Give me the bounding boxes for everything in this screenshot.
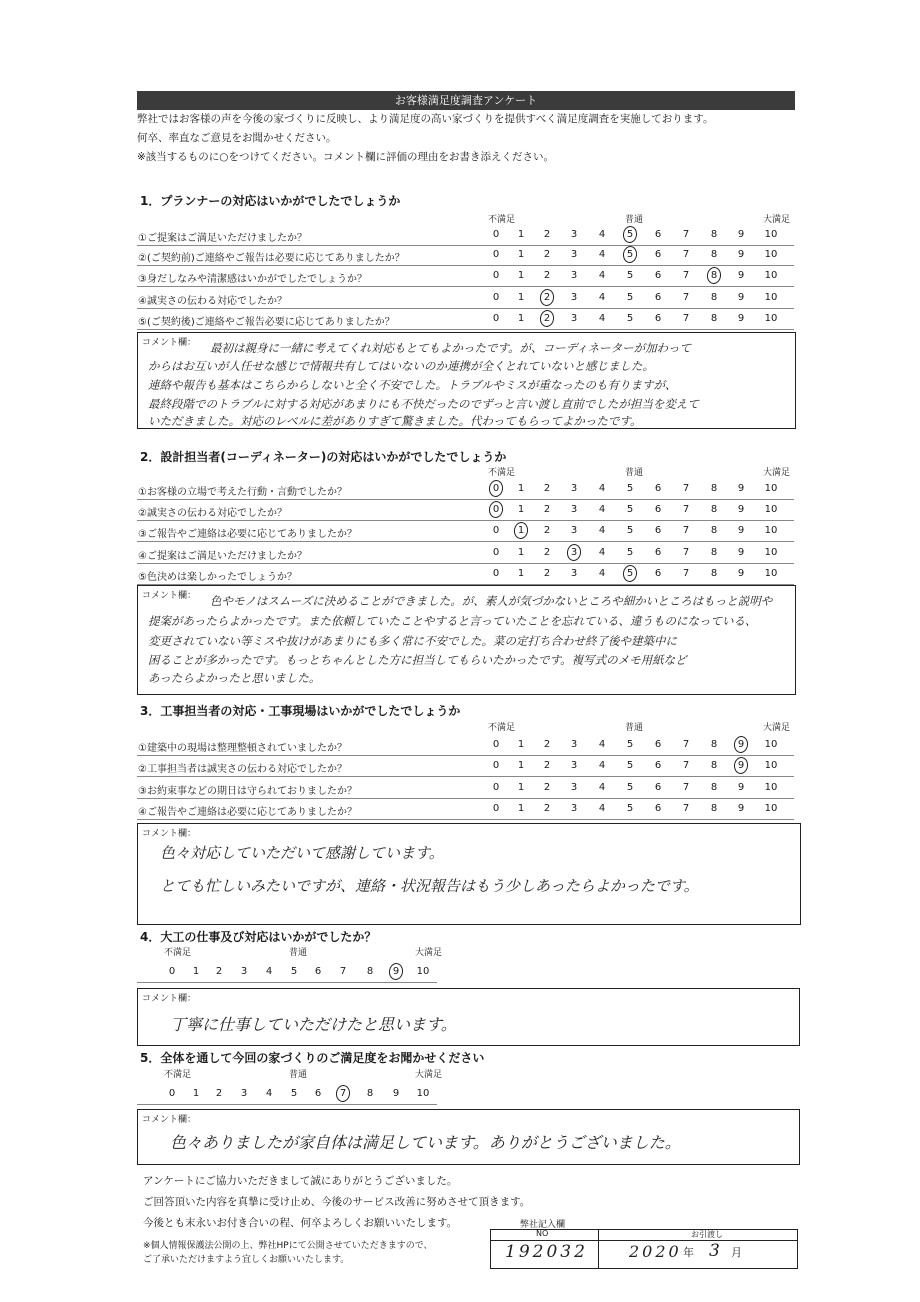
section-1-question-1: ①ご提案はご満足いただけましたか？	[138, 233, 307, 244]
comment-label: コメント欄：	[142, 994, 197, 1004]
section-3-question-3: ③お約束事などの期日は守られておりましたか？	[138, 786, 357, 797]
rating-option[interactable]: 3	[570, 739, 578, 750]
rating-option[interactable]: 7	[682, 803, 690, 814]
rating-option[interactable]: 2	[543, 760, 551, 771]
intro-line-2: 何卒、率直なご意見をお聞かせください。	[137, 132, 337, 144]
rating-option[interactable]: 7	[682, 292, 690, 303]
comment-label: コメント欄：	[142, 338, 197, 348]
rating-option[interactable]: 0	[492, 270, 500, 281]
rating-option[interactable]: 5	[626, 568, 634, 579]
rating-option[interactable]: 1	[517, 803, 525, 814]
section-4-title: 4．大工の仕事及び対応はいかがでしたか？	[140, 930, 377, 944]
rating-option[interactable]: 8	[710, 739, 718, 750]
handwritten-comment-line: 丁寧に仕事していただけたと思います。	[170, 1015, 457, 1034]
rating-option[interactable]: 5	[626, 504, 634, 515]
rating-option[interactable]: 6	[654, 760, 662, 771]
rating-option[interactable]: 1	[517, 525, 525, 536]
row-divider	[137, 520, 794, 521]
rating-circle-mark	[566, 543, 582, 562]
rating-option[interactable]: 6	[654, 803, 662, 814]
section-3-question-2: ②工事担当者は誠実さの伝わる対応でしたか？	[138, 764, 347, 775]
rating-option[interactable]: 6	[654, 525, 662, 536]
handover-label: お引渡し	[691, 1230, 723, 1239]
handwritten-comment-line: 色々ありましたが家自体は満足しています。ありがとうございました。	[170, 1133, 681, 1152]
year-unit: 年	[683, 1246, 694, 1259]
rating-option[interactable]: 9	[737, 760, 745, 771]
rating-option[interactable]: 2	[543, 483, 551, 494]
section-3-comment-box[interactable]	[137, 823, 801, 925]
rating-option[interactable]: 1	[517, 483, 525, 494]
rating-option[interactable]: 9	[737, 547, 745, 558]
section-2-question-3: ③ご報告やご連絡は必要に応じてありましたか？	[138, 529, 357, 540]
rating-option[interactable]: 0	[492, 803, 500, 814]
rating-option[interactable]: 3	[570, 568, 578, 579]
rating-option[interactable]: 4	[598, 739, 606, 750]
section-3-scale-high: 大満足	[763, 723, 791, 733]
row-divider	[137, 563, 794, 564]
handwritten-comment-line: 提案があったらよかったです。また依頼していたことやすると言っていたことを忘れている、違うものになっている、	[148, 614, 757, 628]
rating-option[interactable]: 6	[654, 504, 662, 515]
section-3-scale-mid: 普通	[625, 723, 644, 733]
rating-option[interactable]: 4	[598, 760, 606, 771]
row-divider	[137, 286, 794, 287]
rating-option[interactable]: 0	[492, 504, 500, 515]
rating-option[interactable]: 10	[764, 739, 778, 750]
rating-option[interactable]: 10	[764, 270, 778, 281]
rating-option[interactable]: 6	[314, 1088, 322, 1099]
rating-option[interactable]: 3	[570, 504, 578, 515]
footer-note-2: ご了承いただけますよう宜しくお願いいたします。	[143, 1255, 350, 1265]
rating-option[interactable]: 9	[737, 483, 745, 494]
rating-option[interactable]: 7	[682, 229, 690, 240]
section-1-title: 1．プランナーの対応はいかがでしたでしょうか	[140, 194, 401, 208]
rating-circle-mark	[388, 962, 404, 981]
rating-option[interactable]: 4	[598, 229, 606, 240]
rating-option[interactable]: 10	[764, 525, 778, 536]
rating-option[interactable]: 10	[764, 229, 778, 240]
rating-option[interactable]: 3	[240, 1088, 248, 1099]
rating-option[interactable]: 5	[626, 270, 634, 281]
rating-option[interactable]: 8	[710, 292, 718, 303]
rating-option[interactable]: 3	[570, 270, 578, 281]
section-5-scale-low: 不満足	[164, 1070, 192, 1080]
rating-circle-mark	[622, 225, 638, 244]
rating-option[interactable]: 0	[492, 249, 500, 260]
rating-option[interactable]: 4	[598, 547, 606, 558]
rating-option[interactable]: 10	[764, 249, 778, 260]
rating-option[interactable]: 7	[682, 249, 690, 260]
row-divider	[137, 541, 794, 542]
rating-option[interactable]: 3	[240, 966, 248, 977]
rating-option[interactable]: 4	[598, 568, 606, 579]
rating-option[interactable]: 2	[543, 568, 551, 579]
rating-option[interactable]: 0	[492, 760, 500, 771]
rating-option[interactable]: 1	[517, 568, 525, 579]
rating-option[interactable]: 8	[710, 803, 718, 814]
rating-option[interactable]: 5	[626, 483, 634, 494]
section-5-title: 5．全体を通して今回の家づくりのご満足度をお聞かせください	[140, 1051, 485, 1065]
rating-option[interactable]: 5	[626, 739, 634, 750]
rating-option[interactable]: 2	[543, 525, 551, 536]
rating-option[interactable]: 1	[192, 966, 200, 977]
rating-option[interactable]: 9	[737, 229, 745, 240]
comment-label: コメント欄：	[142, 829, 197, 839]
rating-option[interactable]: 6	[654, 739, 662, 750]
rating-option[interactable]: 9	[737, 803, 745, 814]
row-divider	[137, 982, 437, 983]
row-divider	[137, 499, 794, 500]
rating-option[interactable]: 4	[598, 313, 606, 324]
section-2-question-5: ⑤色決めは楽しかったでしょうか？	[138, 572, 297, 583]
rating-option[interactable]: 8	[710, 229, 718, 240]
rating-option[interactable]: 4	[598, 249, 606, 260]
section-2-question-2: ②誠実さの伝わる対応でしたか？	[138, 508, 287, 519]
rating-option[interactable]: 1	[517, 782, 525, 793]
rating-option[interactable]: 10	[764, 803, 778, 814]
footer-line-2: ご回答頂いた内容を真摯に受け止め、今後のサービス改善に努めさせて頂きます。	[143, 1196, 531, 1208]
rating-option[interactable]: 3	[570, 249, 578, 260]
rating-option[interactable]: 2	[543, 504, 551, 515]
rating-option[interactable]: 9	[737, 504, 745, 515]
rating-option[interactable]: 4	[598, 270, 606, 281]
footer-thanks: アンケートにご協力いただきまして誠にありがとうございました。	[143, 1175, 458, 1187]
rating-option[interactable]: 3	[570, 803, 578, 814]
rating-option[interactable]: 5	[626, 525, 634, 536]
rating-option[interactable]: 1	[517, 292, 525, 303]
rating-option[interactable]: 1	[517, 270, 525, 281]
rating-circle-mark	[539, 309, 555, 328]
handwritten-comment-line: 困ることが多かったです。もっとちゃんとした方に担当してもらいたかったです。複写式のメモ用紙など	[148, 653, 687, 667]
rating-option[interactable]: 1	[517, 313, 525, 324]
section-5-scale-mid: 普通	[289, 1070, 308, 1080]
rating-circle-mark	[488, 479, 504, 498]
rating-option[interactable]: 7	[682, 525, 690, 536]
rating-option[interactable]: 1	[517, 229, 525, 240]
rating-option[interactable]: 0	[492, 229, 500, 240]
rating-option[interactable]: 8	[710, 313, 718, 324]
section-3-scale-low: 不満足	[488, 723, 516, 733]
rating-circle-mark	[733, 735, 749, 754]
rating-option[interactable]: 4	[265, 1088, 273, 1099]
rating-option[interactable]: 5	[626, 313, 634, 324]
rating-option[interactable]: 5	[626, 292, 634, 303]
section-3-question-4: ④ご報告やご連絡は必要に応じてありましたか？	[138, 807, 357, 818]
handwritten-comment-line: とても忙しいみたいですが、連絡・状況報告はもう少しあったらよかったです。	[160, 877, 699, 895]
rating-option[interactable]: 9	[737, 292, 745, 303]
rating-option[interactable]: 6	[654, 313, 662, 324]
rating-option[interactable]: 5	[626, 547, 634, 558]
rating-option[interactable]: 8	[710, 525, 718, 536]
rating-option[interactable]: 8	[366, 1088, 374, 1099]
handwritten-comment-line: 最初は親身に一緒に考えてくれ対応もとてもよかったです。が、コーディネーターが加わって	[210, 341, 692, 355]
rating-option[interactable]: 2	[215, 966, 223, 977]
rating-option[interactable]: 10	[764, 568, 778, 579]
rating-option[interactable]: 2	[543, 249, 551, 260]
rating-option[interactable]: 3	[570, 292, 578, 303]
rating-option[interactable]: 2	[215, 1088, 223, 1099]
handwritten-comment-line: 最終段階でのトラブルに対する対応があまりにも不快だったのでずっと言い渡し直前でしたが担当を変えて	[148, 397, 699, 411]
rating-option[interactable]: 9	[737, 313, 745, 324]
rating-option[interactable]: 5	[290, 1088, 298, 1099]
rating-option[interactable]: 9	[737, 739, 745, 750]
no-value: 192032	[505, 1242, 588, 1262]
rating-option[interactable]: 2	[543, 229, 551, 240]
rating-option[interactable]: 8	[710, 504, 718, 515]
section-2-scale-low: 不満足	[488, 468, 516, 478]
rating-option[interactable]: 8	[710, 782, 718, 793]
rating-option[interactable]: 6	[654, 483, 662, 494]
rating-option[interactable]: 6	[654, 249, 662, 260]
rating-option[interactable]: 0	[168, 966, 176, 977]
rating-option[interactable]: 6	[654, 547, 662, 558]
rating-option[interactable]: 7	[682, 547, 690, 558]
handwritten-comment-line: 色々対応していただいて感謝しています。	[160, 844, 444, 862]
section-1-question-4: ④誠実さの伝わる対応でしたか？	[138, 296, 287, 307]
rating-option[interactable]: 5	[626, 249, 634, 260]
rating-option[interactable]: 1	[517, 760, 525, 771]
section-3-title: 3．工事担当者の対応・工事現場はいかがでしたでしょうか	[140, 704, 461, 718]
rating-option[interactable]: 7	[682, 568, 690, 579]
handwritten-comment-line: あったらよかったと思いました。	[148, 671, 321, 685]
rating-option[interactable]: 5	[626, 782, 634, 793]
handwritten-comment-line: 変更されていない等ミスや抜けがあまりにも多く常に不安でした。菜の定打ち合わせ終了後や建築中に	[148, 634, 677, 648]
rating-option[interactable]: 0	[492, 525, 500, 536]
section-4-scale-low: 不満足	[164, 948, 192, 958]
section-4-scale-mid: 普通	[289, 948, 308, 958]
rating-circle-mark	[513, 521, 529, 540]
section-2-question-1: ①お客様の立場で考えた行動・言動でしたか？	[138, 487, 347, 498]
rating-option[interactable]: 4	[598, 292, 606, 303]
rating-option[interactable]: 8	[710, 270, 718, 281]
rating-option[interactable]: 0	[492, 483, 500, 494]
row-divider	[137, 798, 794, 799]
rating-option[interactable]: 0	[492, 568, 500, 579]
rating-option[interactable]: 9	[737, 249, 745, 260]
section-3-question-1: ①建築中の現場は整理整頓されていましたか？	[138, 743, 347, 754]
office-use-label: 弊社記入欄	[520, 1220, 566, 1230]
rating-option[interactable]: 6	[654, 292, 662, 303]
rating-option[interactable]: 3	[570, 547, 578, 558]
rating-option[interactable]: 10	[764, 547, 778, 558]
rating-option[interactable]: 2	[543, 739, 551, 750]
section-2-scale-mid: 普通	[625, 468, 644, 478]
section-2-question-4: ④ご提案はご満足いただけましたか？	[138, 551, 307, 562]
handwritten-comment-line: からはお互いが人任せな感じで情報共有してはいないのか連携が全くとれていないと感じました。	[148, 359, 654, 373]
section-1-question-3: ③身だしなみや清潔感はいかがでしたでしょうか？	[138, 274, 367, 285]
row-divider	[137, 329, 794, 330]
rating-option[interactable]: 9	[392, 966, 400, 977]
rating-option[interactable]: 9	[392, 1088, 400, 1099]
rating-option[interactable]: 7	[682, 782, 690, 793]
section-5-scale-high: 大満足	[415, 1070, 443, 1080]
rating-option[interactable]: 5	[626, 803, 634, 814]
rating-option[interactable]: 6	[654, 229, 662, 240]
month-unit: 月	[731, 1246, 742, 1259]
rating-option[interactable]: 1	[517, 739, 525, 750]
rating-option[interactable]: 2	[543, 292, 551, 303]
row-divider	[137, 245, 794, 246]
rating-option[interactable]: 7	[682, 504, 690, 515]
handover-month: 3	[709, 1241, 720, 1261]
rating-option[interactable]: 4	[598, 525, 606, 536]
rating-option[interactable]: 8	[710, 483, 718, 494]
rating-option[interactable]: 4	[598, 504, 606, 515]
rating-option[interactable]: 7	[682, 760, 690, 771]
rating-option[interactable]: 8	[710, 547, 718, 558]
rating-circle-mark	[335, 1084, 351, 1103]
rating-option[interactable]: 1	[517, 504, 525, 515]
rating-option[interactable]: 2	[543, 782, 551, 793]
rating-option[interactable]: 7	[682, 739, 690, 750]
rating-option[interactable]: 10	[764, 504, 778, 515]
rating-option[interactable]: 7	[682, 313, 690, 324]
rating-option[interactable]: 7	[339, 1088, 347, 1099]
rating-option[interactable]: 8	[366, 966, 374, 977]
rating-option[interactable]: 3	[570, 525, 578, 536]
no-label: NO	[536, 1229, 549, 1238]
rating-circle-mark	[488, 500, 504, 519]
row-divider	[137, 819, 794, 820]
intro-line-1: 弊社ではお客様の声を今後の家づくりに反映し、より満足度の高い家づくりを提供すべく満足度調査を実施しております。	[137, 113, 714, 125]
rating-option[interactable]: 3	[570, 483, 578, 494]
rating-circle-mark	[706, 266, 722, 285]
rating-option[interactable]: 0	[492, 292, 500, 303]
rating-option[interactable]: 8	[710, 760, 718, 771]
rating-option[interactable]: 5	[290, 966, 298, 977]
rating-option[interactable]: 4	[598, 803, 606, 814]
rating-option[interactable]: 0	[492, 547, 500, 558]
rating-option[interactable]: 10	[764, 313, 778, 324]
rating-option[interactable]: 10	[416, 966, 430, 977]
rating-option[interactable]: 0	[492, 313, 500, 324]
rating-circle-mark	[733, 756, 749, 775]
rating-option[interactable]: 7	[682, 270, 690, 281]
rating-option[interactable]: 3	[570, 782, 578, 793]
rating-option[interactable]: 10	[764, 483, 778, 494]
rating-option[interactable]: 3	[570, 760, 578, 771]
rating-circle-mark	[622, 564, 638, 583]
section-1-scale-mid: 普通	[625, 215, 644, 225]
rating-option[interactable]: 8	[710, 568, 718, 579]
footer-note-1: ※個人情報保護法公開の上、弊社HPにて公開させていただきますので、	[143, 1241, 433, 1251]
rating-option[interactable]: 6	[654, 270, 662, 281]
rating-option[interactable]: 3	[570, 229, 578, 240]
rating-option[interactable]: 2	[543, 313, 551, 324]
rating-option[interactable]: 9	[737, 525, 745, 536]
handwritten-comment-line: いただきました。対応のレベルに差がありすぎて驚きました。代わってもらってよかったです。	[148, 414, 642, 428]
rating-option[interactable]: 0	[492, 739, 500, 750]
footer-line-3: 今後とも末永いお付き合いの程、何卒よろしくお願いいたします。	[143, 1217, 458, 1229]
rating-option[interactable]: 9	[737, 568, 745, 579]
rating-option[interactable]: 10	[764, 292, 778, 303]
office-use-divider	[598, 1230, 599, 1268]
rating-option[interactable]: 1	[517, 547, 525, 558]
rating-option[interactable]: 8	[710, 249, 718, 260]
rating-option[interactable]: 6	[314, 966, 322, 977]
rating-option[interactable]: 0	[492, 782, 500, 793]
rating-option[interactable]: 1	[192, 1088, 200, 1099]
rating-option[interactable]: 6	[654, 568, 662, 579]
rating-option[interactable]: 0	[168, 1088, 176, 1099]
rating-option[interactable]: 10	[764, 782, 778, 793]
rating-option[interactable]: 9	[737, 270, 745, 281]
row-divider	[137, 776, 794, 777]
rating-option[interactable]: 5	[626, 229, 634, 240]
comment-label: コメント欄：	[142, 1115, 197, 1125]
rating-option[interactable]: 5	[626, 760, 634, 771]
section-1-question-5: ⑤(ご契約後)ご連絡やご報告必要に応じてありましたか？	[138, 317, 395, 328]
section-1-scale-high: 大満足	[763, 215, 791, 225]
rating-option[interactable]: 4	[598, 483, 606, 494]
rating-option[interactable]: 9	[737, 782, 745, 793]
handwritten-comment-line: 連絡や報告も基本はこちらからしないと全く不安でした。トラブルやミスが重なったのも有りますが、	[148, 378, 677, 392]
rating-option[interactable]: 10	[764, 760, 778, 771]
rating-option[interactable]: 7	[339, 966, 347, 977]
row-divider	[137, 1104, 437, 1105]
rating-option[interactable]: 2	[543, 270, 551, 281]
intro-line-3: ※該当するものに○をつけてください。コメント欄に評価の理由をお書き添えください。	[137, 151, 554, 163]
section-1-scale-low: 不満足	[488, 215, 516, 225]
survey-title: お客様満足度調査アンケート	[137, 91, 795, 110]
handover-year: 2020	[629, 1242, 682, 1261]
office-use-box	[490, 1229, 798, 1269]
section-4-scale-high: 大満足	[415, 948, 443, 958]
rating-option[interactable]: 4	[598, 782, 606, 793]
handwritten-comment-line: 色やモノはスムーズに決めることができました。が、素人が気づかないところや細かいところはもっと説明や	[210, 594, 773, 608]
rating-circle-mark	[622, 245, 638, 264]
section-2-title: 2．設計担当者(コーディネーター)の対応はいかがでしたでしょうか	[140, 450, 507, 464]
rating-option[interactable]: 3	[570, 313, 578, 324]
rating-option[interactable]: 1	[517, 249, 525, 260]
rating-option[interactable]: 10	[416, 1088, 430, 1099]
section-1-question-2: ②(ご契約前)ご連絡やご報告は必要に応じてありましたか？	[138, 253, 405, 264]
row-divider	[137, 265, 794, 266]
rating-option[interactable]: 6	[654, 782, 662, 793]
section-2-scale-high: 大満足	[763, 468, 791, 478]
row-divider	[137, 755, 794, 756]
comment-label: コメント欄：	[142, 591, 197, 601]
rating-circle-mark	[539, 288, 555, 307]
row-divider	[137, 308, 794, 309]
rating-option[interactable]: 2	[543, 803, 551, 814]
rating-option[interactable]: 4	[265, 966, 273, 977]
rating-option[interactable]: 2	[543, 547, 551, 558]
rating-option[interactable]: 7	[682, 483, 690, 494]
